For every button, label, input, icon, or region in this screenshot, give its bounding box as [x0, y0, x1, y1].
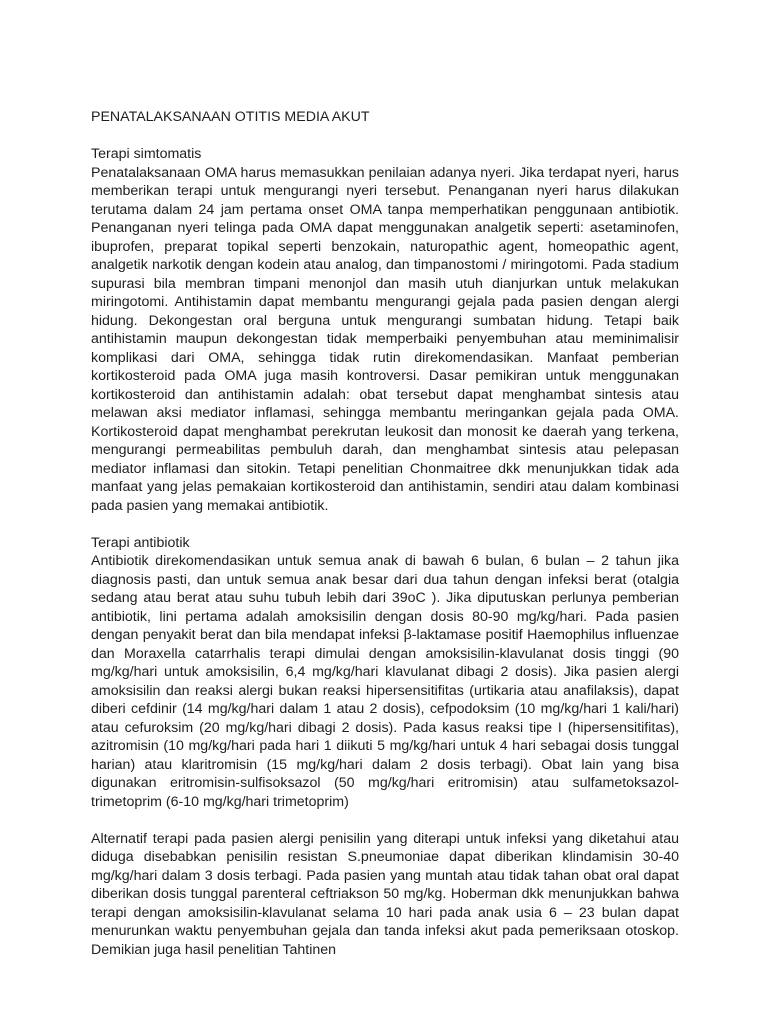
- section-paragraph: Penatalaksanaan OMA harus memasukkan penilaian adanya nyeri. Jika terdapat nyeri, harus memberikan terapi untuk mengurangi nyeri tersebut. Penanganan nyeri harus dilakukan terutama dalam 24 jam pertama onset OMA tanpa memperhatikan penggunaan antibiotik. Penanganan nyeri telinga pada OMA dapat menggunakan analgetik seperti: asetaminofen, ibuprofen, preparat topikal seperti benzokain, naturopathic agent, homeopathic agent, analgetik narkotik dengan kodein atau analog, dan timpanostomi / miringotomi. Pada stadium supurasi bila membran timpani menonjol dan masih utuh dianjurkan untuk melakukan miringotomi. Antihistamin dapat membantu mengurangi gejala pada pasien dengan alergi hidung. Dekongestan oral berguna untuk mengurangi sumbatan hidung. Tetapi baik antihistamin maupun dekongestan tidak memperbaiki penyembuhan atau meminimalisir komplikasi dari OMA, sehingga tidak rutin direkomendasikan. Manfaat pemberian kortikosteroid pada OMA juga masih kontroversi. Dasar pemikiran untuk menggunakan kortikosteroid dan antihistamin adalah: obat tersebut dapat menghambat sintesis atau melawan aksi mediator inflamasi, sehingga membantu meringankan gejala pada OMA. Kortikosteroid dapat menghambat perekrutan leukosit dan monosit ke daerah yang terkena, mengurangi permeabilitas pembuluh darah, dan menghambat sintesis atau pelepasan mediator inflamasi dan sitokin. Tetapi penelitian Chonmaitree dkk menunjukkan tidak ada manfaat yang jelas pemakaian kortikosteroid dan antihistamin, sendiri atau dalam kombinasi pada pasien yang memakai antibiotik.: [91, 164, 679, 514]
- document-page: [91, 108, 679, 978]
- section-paragraph: Antibiotik direkomendasikan untuk semua anak di bawah 6 bulan, 6 bulan – 2 tahun jika diagnosis pasti, dan untuk semua anak besar dari dua tahun dengan infeksi berat (otalgia sedang atau berat atau suhu tubuh lebih dari 39oC ). Jika diputuskan perlunya pemberian antibiotik, lini pertama adalah amoksisilin dengan dosis 80-90 mg/kg/hari. Pada pasien dengan penyakit berat dan bila mendapat infeksi β-laktamase positif Haemophilus influenzae dan Moraxella catarrhalis terapi dimulai dengan amoksisilin-klavulanat dosis tinggi (90 mg/kg/hari untuk amoksisilin, 6,4 mg/kg/hari klavulanat dibagi 2 dosis). Jika pasien alergi amoksisilin dan reaksi alergi bukan reaksi hipersensitifitas (urtikaria atau anafilaksis), dapat diberi cefdinir (14 mg/kg/hari dalam 1 atau 2 dosis), cefpodoksim (10 mg/kg/hari 1 kali/hari) atau cefuroksim (20 mg/kg/hari dibagi 2 dosis). Pada kasus reaksi tipe I (hipersensitifitas), azitromisin (10 mg/kg/hari pada hari 1 diikuti 5 mg/kg/hari untuk 4 hari sebagai dosis tunggal harian) atau klaritromisin (15 mg/kg/hari dalam 2 dosis terbagi). Obat lain yang bisa digunakan eritromisin-sulfisoksazol (50 mg/kg/hari eritromisin) atau sulfametoksazol-trimetoprim (6-10 mg/kg/hari trimetoprim): [91, 553, 679, 810]
- section-antibiotic-therapy: [91, 534, 679, 812]
- section-heading: Terapi simtomatis: [91, 146, 202, 162]
- section-paragraph: Alternatif terapi pada pasien alergi penisilin yang diterapi untuk infeksi yang diketahui atau diduga disebabkan penisilin resistan S.pneumoniae dapat diberikan klindamisin 30-40 mg/kg/hari dalam 3 dosis terbagi. Pada pasien yang muntah atau tidak tahan obat oral dapat diberikan dosis tunggal parenteral ceftriakson 50 mg/kg. Hoberman dkk menunjukkan bahwa terapi dengan amoksisilin-klavulanat selama 10 hari pada anak usia 6 – 23 bulan dapat menurunkan waktu penyembuhan gejala dan tanda infeksi akut pada pemeriksaan otoskop. Demikian juga hasil penelitian Tahtinen: [91, 830, 679, 958]
- section-alternative-therapy: [91, 830, 679, 960]
- section-symptomatic-therapy: [91, 145, 679, 515]
- document-title: PENATALAKSANAAN OTITIS MEDIA AKUT: [91, 109, 370, 125]
- section-heading: Terapi antibiotik: [91, 534, 190, 551]
